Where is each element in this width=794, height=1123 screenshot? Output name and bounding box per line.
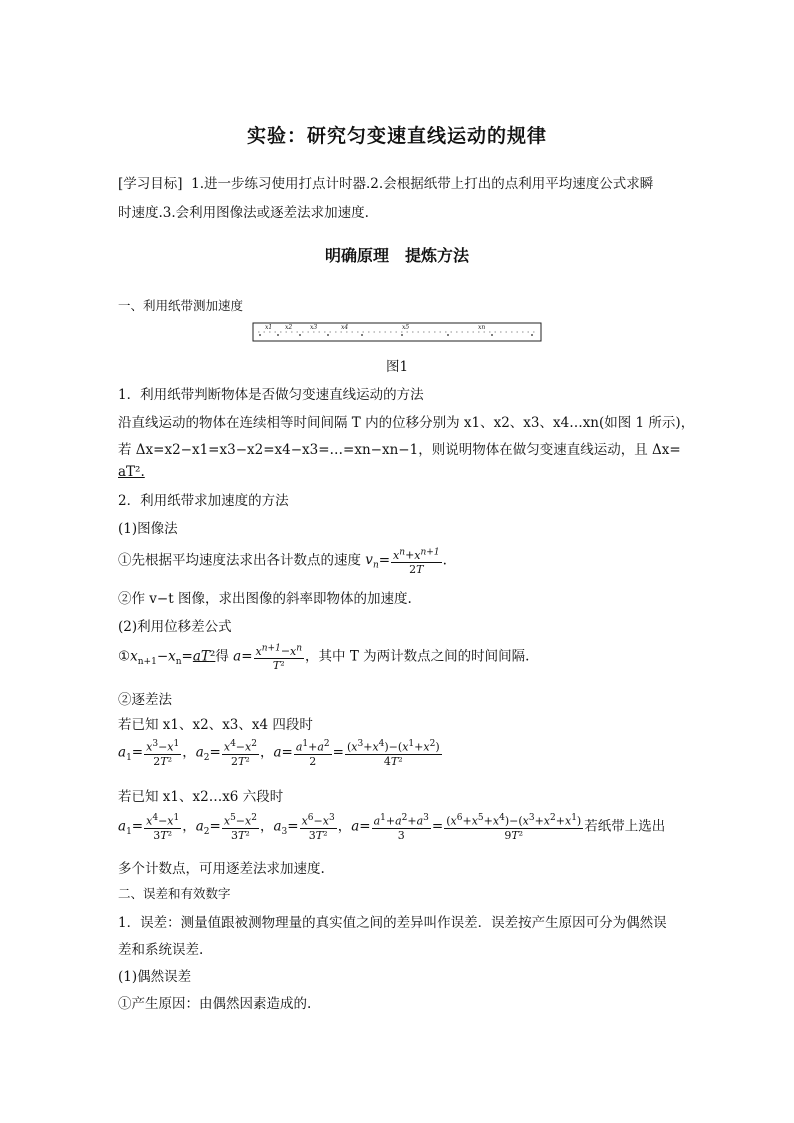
section-2-heading: 二、误差和有效数字	[118, 886, 231, 901]
tape-label-x5: x5	[402, 324, 410, 331]
tape-label-xn: xn	[478, 324, 486, 331]
section-subtitle: 明确原理 提炼方法	[324, 246, 469, 265]
p2-step-3-tail: ，其中 T 为两计数点之间的时间间隔.	[305, 648, 530, 665]
p1-line-3	[118, 464, 145, 480]
section-1-heading: 一、利用纸带测加速度	[118, 298, 244, 313]
objectives-line-1	[118, 172, 653, 192]
p1-line-1: 沿直线运动的物体在连续相等时间间隔 T 内的位移分别为 x1、x2、x3、x4…xn(如图 1 所示)，	[118, 415, 695, 431]
page-title: 实验：研究匀变速直线运动的规律	[246, 125, 547, 147]
p2-step-1: ①先根据平均速度法求出各计数点的速度 $v_n=$ $\frac{x^n+x^{n+1}}{2T}$ .	[118, 547, 447, 576]
objectives-label: [学习目标]	[118, 176, 183, 192]
tape-label-x2: x2	[285, 324, 293, 331]
p2-heading: 2．利用纸带求加速度的方法	[118, 493, 289, 509]
objectives-line-2: 时速度.3.会利用图像法或逐差法求加速度.	[118, 205, 369, 221]
p1-formula: aT².	[118, 464, 145, 480]
tape-label-x4: x4	[341, 324, 349, 331]
error-line-1: 1．误差：测量值跟被测物理量的真实值之间的差异叫作误差．误差按产生原因可分为偶然误	[118, 915, 667, 931]
p2-step-2: ②作 v−t 图像，求出图像的斜率即物体的加速度.	[118, 591, 412, 607]
p2-six-tail-2: 多个计数点，可用逐差法求加速度.	[118, 861, 325, 877]
error-line-2: 差和系统误差.	[118, 942, 204, 958]
tape-label-x1: x1	[265, 324, 273, 331]
figure-caption: 图1	[386, 359, 409, 375]
p1-line-2: 若 Δx=x2−x1=x3−x2=x4−x3=…=xn−xn−1，则说明物体在做匀变速直线运动，且 Δx=	[118, 442, 681, 458]
formula-six: $a_1=$ $\frac{x^4-x^1}{\text{3T²}}$ ，$a_2=$ $\frac{x^5-x^2}{\text{3T²}}$ ，$a_3=$ $\frac{x^6-x^3}{\text{3T²}}$ ，a= $\frac{a^1+a^2+a^3}{3}$ = $\frac{(x^6+x^5+x^4)-(x^3+x^2+x^1)}{\text{9T²}}$ 若纸带上选出	[118, 813, 666, 842]
random-error-cause: ①产生原因：由偶然因素造成的.	[118, 996, 312, 1012]
paper-tape-figure	[252, 320, 542, 344]
p1-heading: 1．利用纸带判断物体是否做匀变速直线运动的方法	[118, 387, 424, 403]
p2-method-2: (2)利用位移差公式	[118, 619, 232, 635]
p2-step-1-text: ①先根据平均速度法求出各计数点的速度	[118, 552, 361, 569]
p2-four-segments: 若已知 x1、x2、x3、x4 四段时	[118, 717, 313, 733]
objectives-text-1: 1.进一步练习使用打点计时器.2.会根据纸带上打出的点利用平均速度公式求瞬	[191, 176, 654, 192]
p2-six-tail: 若纸带上选出	[584, 818, 666, 835]
random-error-heading: (1)偶然误差	[118, 969, 192, 985]
p2-step-4: ②逐差法	[118, 692, 172, 708]
formula-four: $a_1=$ $\frac{x^3-x^1}{\text{2T²}}$ ，$a_2=$ $\frac{x^4-x^2}{\text{2T²}}$ ，a= $\frac{a^1+a^2}{2}$ = $\frac{(x^3+x^4)-(x^1+x^2)}{\text{4T²}}$	[118, 739, 440, 768]
p2-method-1: (1)图像法	[118, 521, 178, 537]
p2-six-segments: 若已知 x1、x2…x6 六段时	[118, 789, 284, 805]
p2-step-3: $①x_{n+1}-x_n=aT^2$得 a= $\frac{x^{n+1}-x^n}{\text{T²}}$ ，其中 T 为两计数点之间的时间间隔.	[118, 643, 530, 672]
tape-label-x3: x3	[310, 324, 318, 331]
